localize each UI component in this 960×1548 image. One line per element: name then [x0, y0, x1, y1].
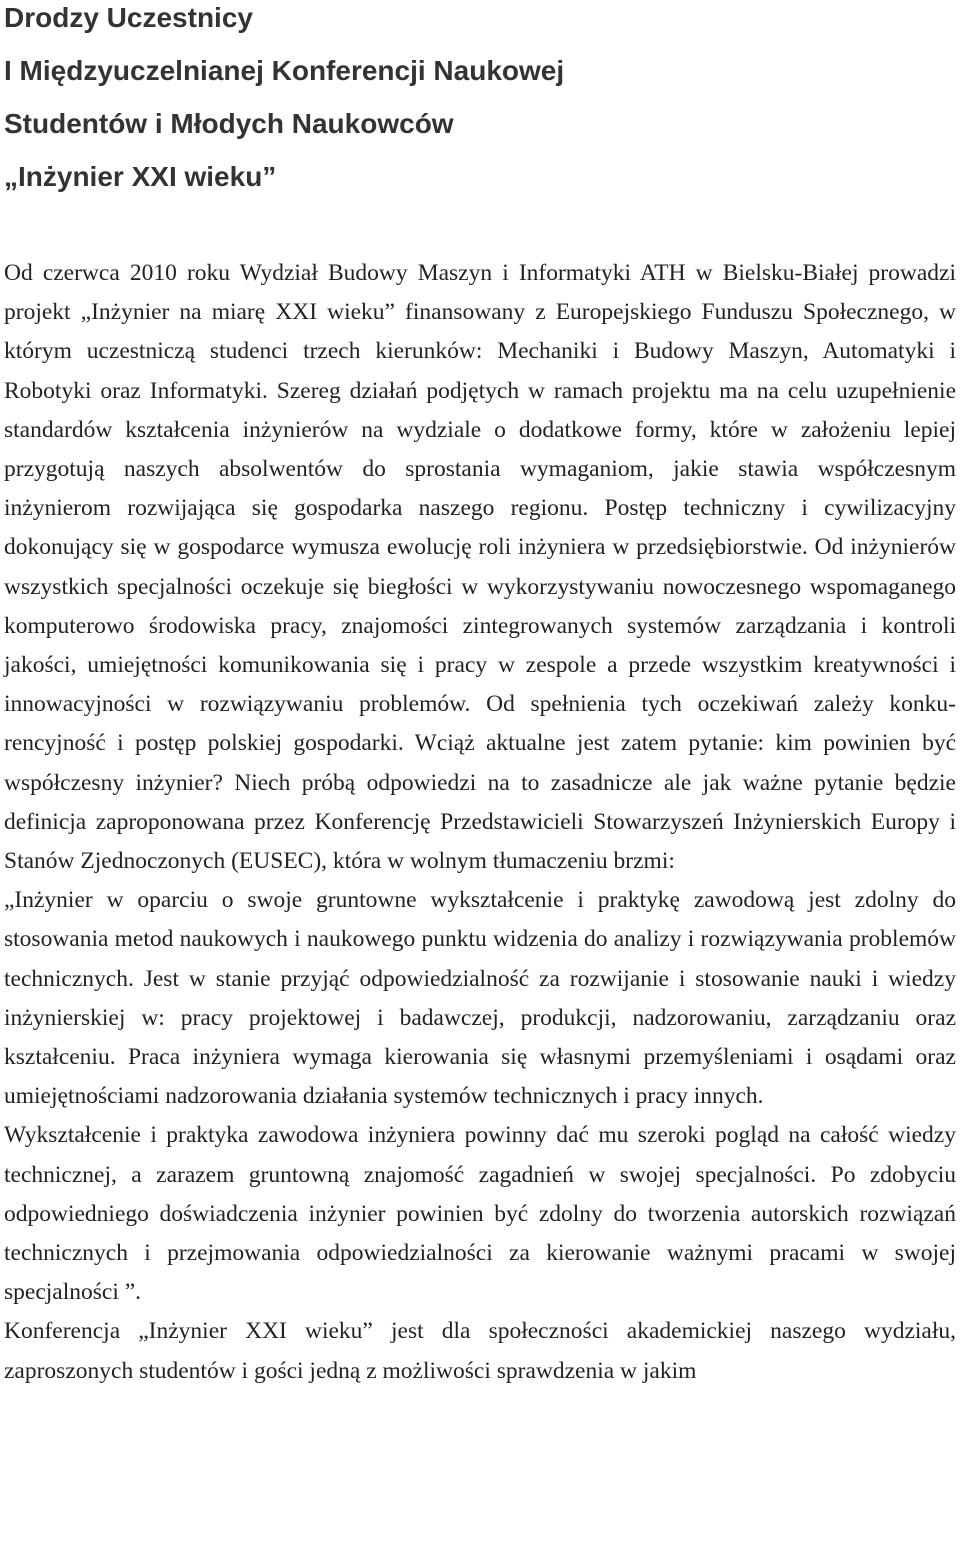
heading-line-conference: I Międzyuczelnianej Konferencji Naukowej	[4, 55, 565, 86]
document-body	[4, 254, 956, 1391]
document-page	[4, 0, 956, 1391]
paragraph-conference: Konferencja „Inżynier XXI wieku” jest dla społeczności akademickiej naszego wydziału, zaproszonych studentów i gości jedną z możliwości sprawdzenia w jakim	[4, 1318, 956, 1384]
heading-line-participants: Studentów i Młodych Naukowców	[4, 108, 454, 139]
document-heading	[4, 0, 956, 203]
heading-line-title: „Inżynier XXI wieku”	[4, 161, 277, 192]
heading-line-greeting: Drodzy Uczestnicy	[4, 2, 253, 33]
paragraph-introduction: Od czerwca 2010 roku Wydział Budowy Maszyn i Informatyki ATH w Bielsku-Białej prowadzi projekt „Inżynier na miarę XXI wieku” finansowany z Europejskiego Funduszu Społecznego, w którym uczestniczą studenci trzech kierunków: Mechaniki i Budowy Maszyn, Automatyki i Robotyki oraz Informatyki. Szereg działań podjętych w ramach projektu ma na celu uzupełnienie standardów kształcenia inżynierów na wydziale o dodatkowe formy, które w założeniu lepiej przygotują naszych absolwentów do sprostania wymaganiom, jakie stawia współczesnym inżynierom rozwijająca się gospodarka naszego regionu. Postęp techniczny i cywilizacyjny dokonujący się w gospodarce wymusza ewolucję roli inżyniera w przedsiębiorstwie. Od inżynierów wszystkich specjalności oczekuje się biegłości w wykorzystywaniu nowoczesnego wspomaganego komputerowo środowiska pracy, znajomości zintegrowanych systemów zarządzania i kontroli jakości, umiejętności komunikowania się i pracy w zespole a przede wszystkim kreatywności i innowacyjności w rozwiązywaniu problemów. Od spełnienia tych oczekiwań zależy konkurencyjność i postęp polskiej gospodarki. Wciąż aktualne jest zatem pytanie: kim powinien być współczesny inżynier? Niech próbą odpowiedzi na to zasadnicze ale jak ważne pytanie będzie definicja zaproponowana przez Konferencję Przedstawicieli Stowarzyszeń Inżynierskich Europy i Stanów Zjednoczonych (EUSEC), która w wolnym tłumaczeniu brzmi:	[4, 260, 956, 875]
paragraph-education-practice: Wykształcenie i praktyka zawodowa inżyniera powinny dać mu szeroki pogląd na całość wiedzy technicznej, a zarazem gruntowną znajomość zagadnień w swojej specjalności. Po zdobyciu odpowiedniego doświadczenia inżynier powinien być zdolny do tworzenia autorskich rozwiązań technicznych i przejmowania odpowiedzialności za kierowanie ważnymi pracami w swojej specjalności ”.	[4, 1122, 956, 1306]
paragraph-eusec-definition: „Inżynier w oparciu o swoje gruntowne wykształcenie i praktykę zawodową jest zdolny do stosowania metod naukowych i naukowego punktu widzenia do analizy i rozwiązywania problemów technicznych. Jest w stanie przyjąć odpowiedzialność za rozwijanie i stosowanie nauki i wiedzy inżynierskiej w: pracy projektowej i badawczej, produkcji, nadzorowaniu, zarządzaniu oraz kształceniu. Praca inżyniera wymaga kierowania się własnymi przemyśleniami i osądami oraz umiejętnościami nadzorowania działania systemów technicznych i pracy innych.	[4, 887, 956, 1110]
